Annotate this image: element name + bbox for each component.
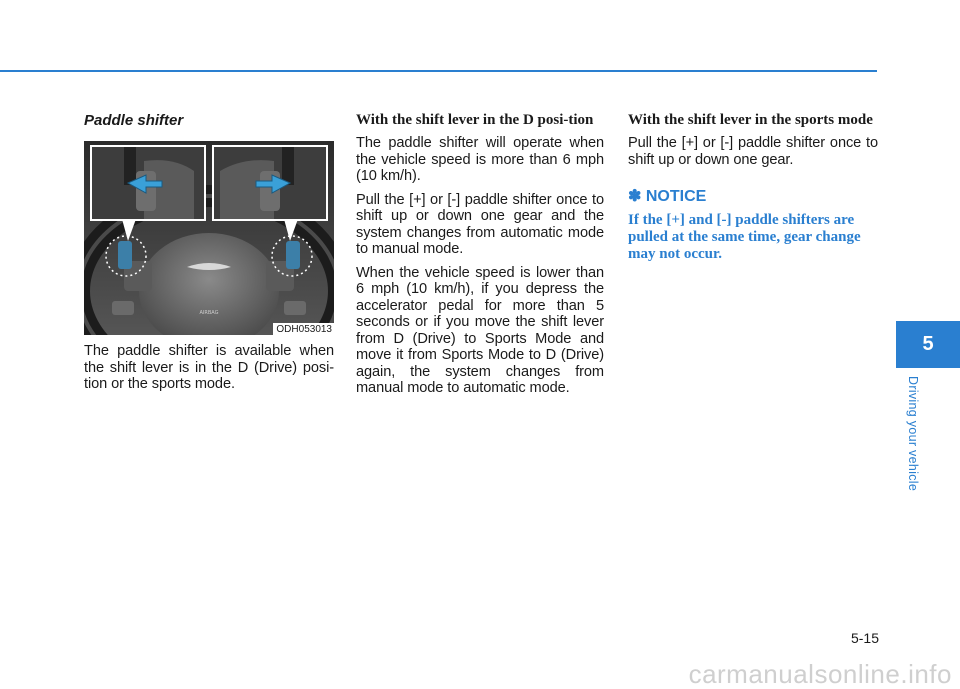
watermark: carmanualsonline.info xyxy=(688,659,952,689)
paragraph: The paddle shifter will operate when the vehicle speed is more than 6 mph (10 km/h). xyxy=(356,135,604,184)
chapter-tab: 5 xyxy=(896,321,960,368)
paragraph: Pull the [+] or [-] paddle shifter once to shift up or down one gear and the system changes from automatic mode to manual mode. xyxy=(356,191,604,257)
paragraph: When the vehicle speed is lower than 6 mph (10 km/h), if you depress the accelerator pedal for more than 5 seconds or if you move the shift lever from D (Drive) to Sports Mode and move it from Sports Mode to D (Drive) again, the system changes from manual mode to automatic mode. xyxy=(356,264,604,396)
svg-text:AIRBAG: AIRBAG xyxy=(199,310,219,316)
paragraph: The paddle shifter is available when the shift lever is in the D (Drive) posi-tion or the sports mode. xyxy=(84,343,334,392)
column-2 xyxy=(356,108,604,404)
paddle-shifter-figure xyxy=(84,141,334,335)
column-1 xyxy=(84,108,334,400)
page-number: 5-15 xyxy=(850,630,879,646)
section-title-sports-mode: With the shift lever in the sports mode xyxy=(628,112,873,128)
column-3 xyxy=(628,108,878,263)
header-rule xyxy=(0,70,877,72)
section-title-d-position: With the shift lever in the D posi-tion xyxy=(356,112,594,128)
section-title-paddle-shifter: Paddle shifter xyxy=(84,112,184,129)
notice-title: ✽ NOTICE xyxy=(628,188,707,205)
paragraph: Pull the [+] or [-] paddle shifter once to shift up or down one gear. xyxy=(628,135,878,168)
notice-body: If the [+] and [-] paddle shifters are pulled at the same time, gear change may not occur. xyxy=(628,212,861,262)
figure-code: ODH053013 xyxy=(273,323,334,335)
chapter-title: Driving your vehicle xyxy=(906,376,920,492)
steering-wheel-illustration xyxy=(84,141,334,335)
